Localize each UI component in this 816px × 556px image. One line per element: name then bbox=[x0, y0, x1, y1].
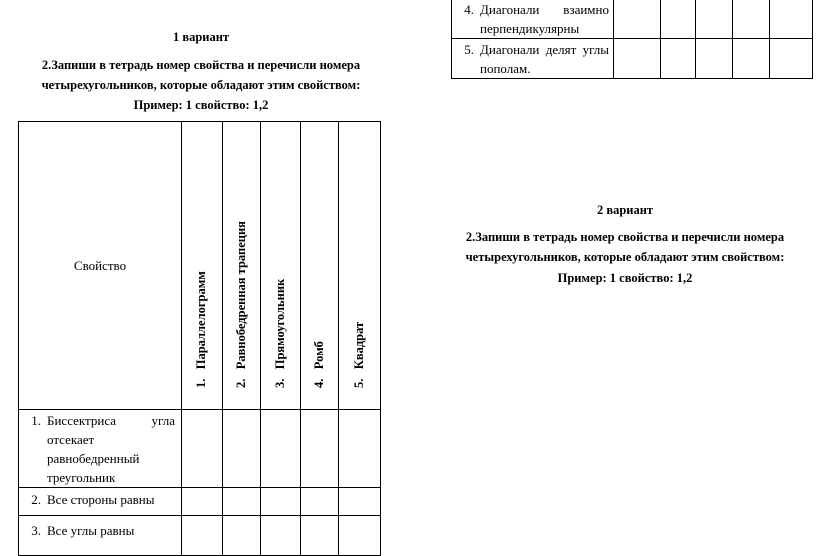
variant1-task-line2: четырехугольников, которые обладают этим свойством: bbox=[41, 78, 361, 92]
column-header-4 bbox=[301, 122, 339, 410]
column-num-5: 5. bbox=[351, 378, 366, 388]
answer-cell[interactable] bbox=[261, 410, 301, 488]
property-cell-1 bbox=[19, 410, 182, 488]
answer-cell[interactable] bbox=[182, 410, 223, 488]
answer-cell[interactable] bbox=[182, 488, 223, 516]
property-num-5: 5. bbox=[464, 42, 474, 57]
variant1-example: Пример: 1 свойство: 1,2 bbox=[133, 98, 269, 112]
answer-cell[interactable] bbox=[261, 516, 301, 556]
answer-cell[interactable] bbox=[223, 410, 261, 488]
property-cell-5 bbox=[452, 39, 614, 79]
property-num-3: 3. bbox=[31, 523, 41, 538]
header-row bbox=[19, 122, 381, 410]
variant1-task bbox=[18, 55, 384, 95]
property-text-1-line2: отсекает bbox=[47, 432, 95, 447]
column-num-2: 2. bbox=[233, 378, 248, 388]
column-label-3: Прямоугольник bbox=[272, 278, 287, 370]
property-num-1: 1. bbox=[31, 413, 41, 428]
variant2-task bbox=[446, 227, 804, 267]
table-row bbox=[19, 410, 381, 488]
property-text-1-line1: Биссектриса угла bbox=[47, 413, 175, 428]
property-text-4-line2: перпендикулярны bbox=[480, 21, 580, 36]
property-text-2: Все стороны равны bbox=[47, 492, 155, 507]
property-cell-2 bbox=[19, 488, 182, 516]
column-header-2 bbox=[223, 122, 261, 410]
answer-cell[interactable] bbox=[182, 516, 223, 556]
header-property-label: Свойство bbox=[73, 257, 127, 273]
table-row bbox=[19, 488, 381, 516]
property-num-2: 2. bbox=[31, 492, 41, 507]
column-header-1 bbox=[182, 122, 223, 410]
column-header-5 bbox=[339, 122, 381, 410]
answer-cell[interactable] bbox=[661, 39, 696, 79]
property-cell-4 bbox=[452, 0, 614, 39]
property-text-5-line2: пополам. bbox=[480, 61, 531, 76]
variant2-task-line2: четырехугольников, которые обладают этим свойством: bbox=[465, 250, 785, 264]
variant2-task-line1: 2.Запиши в тетрадь номер свойства и перечисли номера bbox=[465, 230, 785, 244]
answer-cell[interactable] bbox=[301, 488, 339, 516]
variant2-title: 2 вариант bbox=[596, 203, 654, 217]
table-row bbox=[452, 0, 813, 39]
answer-cell[interactable] bbox=[614, 0, 661, 39]
column-num-3: 3. bbox=[272, 378, 287, 388]
table-row bbox=[452, 39, 813, 79]
answer-cell[interactable] bbox=[301, 410, 339, 488]
column-label-2: Равнобедренная трапеция bbox=[233, 221, 248, 370]
variant1-task-line1: 2.Запиши в тетрадь номер свойства и перечисли номера bbox=[41, 58, 361, 72]
property-text-1-line3: равнобедренный bbox=[47, 451, 140, 466]
variant2-example: Пример: 1 свойство: 1,2 bbox=[557, 271, 693, 285]
property-text-5-line1: Диагонали делят углы bbox=[480, 42, 609, 57]
property-num-4: 4. bbox=[464, 2, 474, 17]
property-text-3: Все углы равны bbox=[47, 523, 135, 538]
answer-cell[interactable] bbox=[261, 488, 301, 516]
answer-cell[interactable] bbox=[223, 516, 261, 556]
property-text-1-line4: треугольник bbox=[47, 470, 116, 485]
answer-cell[interactable] bbox=[339, 410, 381, 488]
column-label-5: Квадрат bbox=[351, 321, 366, 370]
column-num-4: 4. bbox=[311, 378, 326, 388]
property-text-4-line1: Диагонали взаимно bbox=[480, 2, 609, 17]
property-cell-3 bbox=[19, 516, 182, 556]
answer-cell[interactable] bbox=[770, 39, 813, 79]
properties-table-right bbox=[451, 0, 813, 79]
answer-cell[interactable] bbox=[339, 516, 381, 556]
variant1-title: 1 вариант bbox=[172, 30, 230, 44]
answer-cell[interactable] bbox=[661, 0, 696, 39]
column-label-1: Параллелограмм bbox=[194, 271, 208, 370]
column-header-3 bbox=[261, 122, 301, 410]
properties-table-left bbox=[18, 121, 381, 556]
column-label-4: Ромб bbox=[311, 341, 326, 370]
answer-cell[interactable] bbox=[223, 488, 261, 516]
answer-cell[interactable] bbox=[733, 0, 770, 39]
column-num-1: 1. bbox=[194, 378, 208, 388]
answer-cell[interactable] bbox=[733, 39, 770, 79]
answer-cell[interactable] bbox=[614, 39, 661, 79]
answer-cell[interactable] bbox=[301, 516, 339, 556]
answer-cell[interactable] bbox=[770, 0, 813, 39]
header-property-cell bbox=[19, 122, 182, 410]
table-row bbox=[19, 516, 381, 556]
answer-cell[interactable] bbox=[696, 39, 733, 79]
answer-cell[interactable] bbox=[339, 488, 381, 516]
answer-cell[interactable] bbox=[696, 0, 733, 39]
